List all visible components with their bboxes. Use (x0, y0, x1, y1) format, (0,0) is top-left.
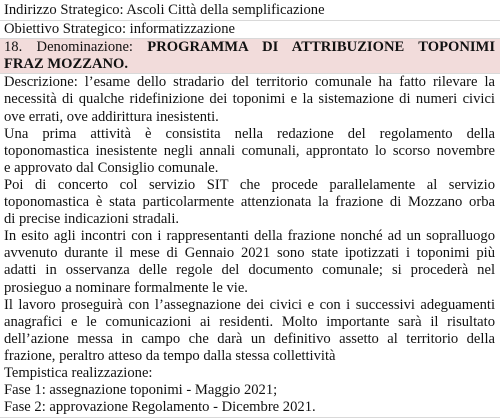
obiettivo-strategico (4, 21, 495, 38)
descrizione-line: di precise indicazioni stradali. (4, 211, 180, 228)
indirizzo-label: Indirizzo Strategico: (4, 2, 124, 18)
descrizione-line: frazione, peraltro atteso da tempo dalla stessa collettività (4, 347, 336, 364)
tempistica-title: Tempistica realizzazione: (4, 365, 153, 382)
descrizione-line: Il lavoro proseguirà con l’assegnazione dei civici e con i successivi adeguamenti (4, 296, 495, 313)
indirizzo-value: Ascoli Città della semplificazione (126, 2, 325, 18)
denominazione-title-1: PROGRAMMA DI ATTRIBUZIONE TOPONIMI (147, 39, 496, 56)
tempistica-phase: Fase 1: assegnazione toponimi - Maggio 2021; (4, 382, 278, 399)
descrizione-row (0, 73, 500, 418)
denominazione-line-1 (4, 39, 495, 56)
descrizione-line: In esito agli incontri con i rappresentanti della frazione nonché ad un sopralluogo (4, 228, 495, 245)
indirizzo-row (0, 2, 500, 20)
descrizione-line: necessità di qualche ridefinizione dei toponimi e la sistemazione di numeri civici (4, 91, 495, 108)
denominazione-row (0, 38, 500, 74)
descrizione-line: avvenuto durante il mese di Gennaio 2021 sono state ipotizzati i toponimi più (4, 245, 495, 262)
obiettivo-value: informatizzazione (129, 21, 235, 38)
descrizione-line: Una prima attività è consistita nella redazione del regolamento della (4, 125, 495, 142)
indirizzo-strategico (4, 2, 495, 19)
descrizione-line: dell’azione messa in campo che darà un definitivo assetto al territorio della (4, 330, 495, 347)
descrizione-line: anagrafici e le comunicazioni ai residenti. Molto importante sarà il risultato (4, 313, 495, 330)
descrizione-line: Descrizione: l’esame dello stradario del territorio comunale ha fatto rilevare la (4, 74, 495, 91)
descrizione-line: ove errati, ove addirittura inesistenti. (4, 108, 219, 125)
obiettivo-row (0, 20, 500, 39)
descrizione-line: prosieguo a nominare formalmente le vie. (4, 279, 248, 296)
descrizione-line: toponomastica è stata particolarmente attenzionata la frazione di Mozzano orba (4, 194, 495, 211)
descrizione-line: toponomastica inesistente negli annali comunali, approntato lo scorso novembre (4, 142, 495, 159)
denominazione-label: 18. Denominazione: (4, 39, 133, 56)
descrizione-line: e approvato dal Consiglio comunale. (4, 159, 219, 176)
obiettivo-label: Obiettivo Strategico: (4, 21, 126, 38)
tempistica-phase: Fase 2: approvazione Regolamento - Dicembre 2021. (4, 399, 316, 416)
denominazione-title-2: FRAZ MOZZANO. (4, 56, 129, 73)
descrizione-line: Poi di concerto col servizio SIT che procede parallelamente al servizio (4, 176, 495, 193)
descrizione-line: adatti in osservanza delle regole del documento comunale; si procederà nel (4, 262, 495, 279)
